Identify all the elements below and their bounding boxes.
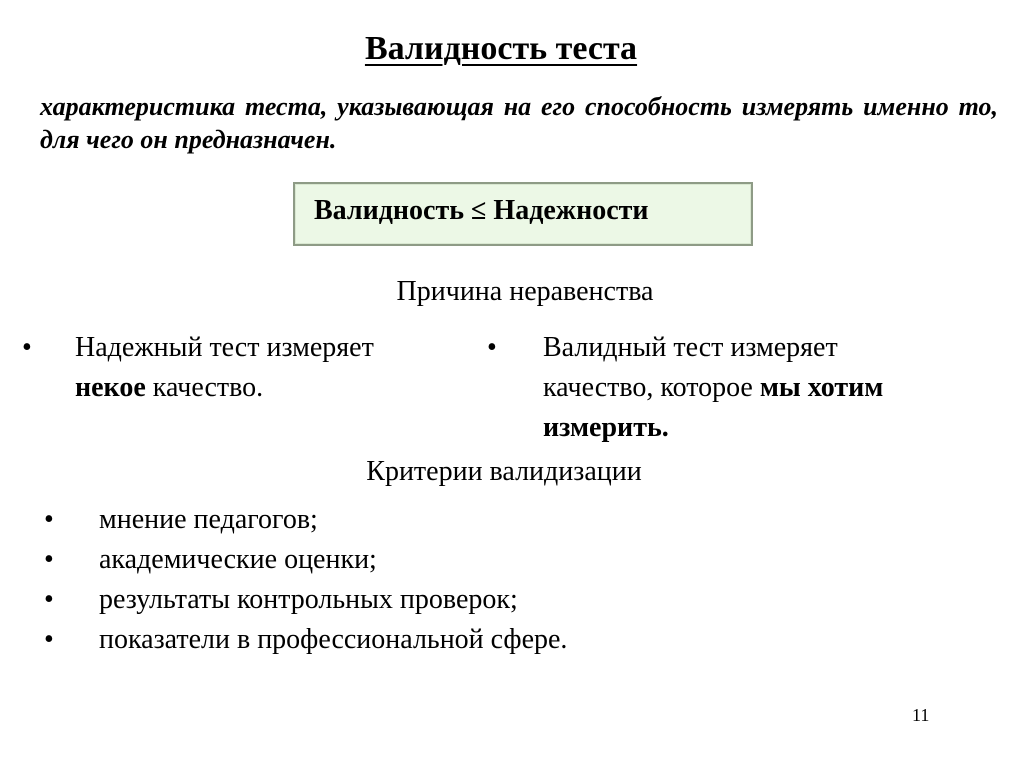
criteria-item	[44, 620, 944, 660]
criteria-item	[44, 500, 944, 540]
criteria-item-text: мнение педагогов;	[99, 504, 318, 535]
bullet-icon: •	[44, 584, 54, 615]
reason-valid-line1: Валидный тест измеряет	[543, 332, 838, 363]
criteria-item-text: академические оценки;	[99, 544, 377, 575]
reason-bullet-reliable	[22, 328, 462, 408]
reason-reliable-rest: качество.	[145, 372, 264, 403]
reason-valid-bold: мы хотим измерить.	[543, 372, 884, 443]
bullet-icon: •	[487, 332, 497, 363]
definition-text: характеристика теста, указывающая на его способность измерять именно то, для чего он предназначен.	[40, 92, 998, 154]
criteria-heading: Критерии валидизации	[366, 456, 642, 487]
reason-heading: Причина неравенства	[396, 276, 654, 307]
bullet-icon: •	[44, 624, 54, 655]
reason-valid-text	[543, 328, 983, 448]
bullet-icon: •	[44, 504, 54, 535]
page-number: 11	[912, 705, 930, 725]
criteria-item-text: результаты контрольных проверок;	[99, 584, 518, 615]
reason-valid-plain: качество, которое	[543, 372, 760, 403]
reason-reliable-bold: некое	[75, 372, 146, 403]
bullet-icon: •	[22, 332, 32, 363]
criteria-item-text: показатели в профессиональной сфере.	[99, 624, 568, 655]
formula-box	[293, 182, 753, 246]
reason-reliable-text	[75, 328, 465, 408]
formula-text: Валидность ≤ Надежности	[314, 195, 649, 226]
reason-reliable-line1: Надежный тест измеряет	[75, 332, 374, 363]
reason-bullet-valid	[487, 328, 987, 448]
criteria-item	[44, 580, 944, 620]
slide-title: Валидность теста	[364, 30, 638, 67]
criteria-item	[44, 540, 944, 580]
criteria-list	[44, 500, 944, 660]
bullet-icon: •	[44, 544, 54, 575]
